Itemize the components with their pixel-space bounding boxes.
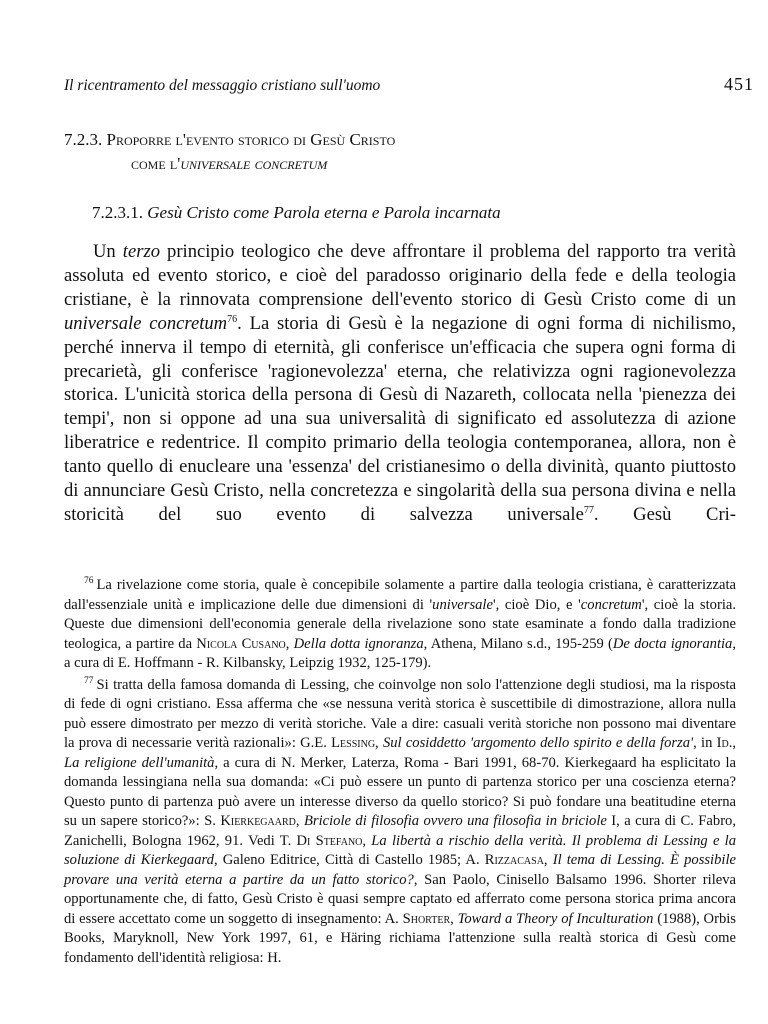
footnote-italic: Toward a Theory of Inculturation [457,910,654,927]
footnote-author: Shorter [402,910,451,927]
footnote-text: , Galeno Editrice, Città di Castello 1985; A. [213,852,485,868]
page-header [64,74,754,95]
footnote-text: , [732,735,737,751]
footnote-text: ', cioè la storia. Queste due dimensioni dell'economia generale della rivelazione sono state esaminate a fondo dalla tradizione teologica, a partire da [64,596,736,652]
section-heading [64,128,395,176]
body-paragraph [64,240,736,527]
footnote-italic: Il tema di Lessing. È possibile provare una verità eterna a partire da un fatto storico? [64,852,736,888]
footnote-author: Kierkegaard [220,813,296,829]
footnote-text: , a cura di E. Hoffmann - R. Kilbansky, Leipzig 1932, 125-179). [64,635,737,671]
body-text-run: . Gesù Cri- [593,503,736,525]
footnote-author: Di Stefano [296,832,363,849]
footnote-italic: Della dotta ignoranza [293,635,424,652]
footnote-italic: concretum [580,596,642,613]
footnote-author: Id. [716,735,733,751]
footnote-number: 77 [84,675,94,686]
footnote-author: Lessing [331,735,376,751]
footnote-italic: La libertà a rischio della verità. Il problema di Lessing e la soluzione di Kierkegaard [64,832,737,868]
body-text-run: . La storia di Gesù è la negazione di ogni forma di nichilismo, perché innerva il tempo di eternità, gli conferisce un'efficacia che supera ogni forma di precarietà, gli conferisce 'ragionevolezza' eterna, che relativizza ogni ragionevolezza storica. L'unicità storica della persona di Gesù di Nazareth, collocata nella 'pienezza dei tempi', non si oppone ad una sua universalità di significato ed assolutezza di azione liberatrice e redentrice. Il compito primario della teologia contemporanea, allora, non è tanto quello di enucleare una 'essenza' del cristianesimo o della divinità, quanto piuttosto di annunciare Gesù Cristo, nella concretezza e singolarità della sua persona divina e nella storicità del suo evento di salvezza universale [64,312,736,525]
footnote-text: , a cura di N. Merker, Laterza, Roma - Bari 1991, 68-70. Kierkegaard ha esplicitato la domanda lessingiana nella sua domanda: «Ci può essere un punto di partenza storico per una coscienza eterna? Questo punto di partenza può avere un interesse diverso da quello storico? Si può fondare una beatitudine eterna su un sapere storico?»: S. [64,754,736,829]
footnote-text: Si tratta della famosa domanda di Lessing, che coinvolge non solo l'attenzione degli studiosi, ma la risposta di fede di ogni cristiano. Essa afferma che «se nessuna verità storica è suscettibile di dimostrazione, allora nulla può essere dimostrato per mezzo di verità storiche. Vale a dire: casuali verità storiche non possono mai diventare la prova di necessarie verità razionali»: G.E. [64,676,736,751]
section-title-line1: Proporre l'evento storico di Gesù Cristo [106,130,396,149]
footnote-text: , [375,735,383,751]
footnote-italic: Briciole di filosofia ovvero una filosofia in briciole [303,813,607,829]
subsection-title: Gesù Cristo come Parola eterna e Parola incarnata [147,203,501,222]
section-title-prefix: come l' [131,154,181,173]
footnote-italic: universale [432,596,493,613]
footnote-number: 76 [84,576,94,587]
footnotes [64,576,736,968]
footnote-text: , [295,813,304,829]
section-title-italic: universale concretum [180,154,328,173]
body-emphasis: terzo [122,241,160,262]
footnote-text: (1988), Orbis Books, Maryknoll, New York 1997, 61, e Häring richiama l'attenzione sulla realtà storica di Gesù come fondamento dell'identità religiosa: H. [64,910,736,966]
body-emphasis: universale concretum [64,312,228,334]
section-title-line2 [64,152,395,176]
section-number: 7.2.3. [64,130,103,149]
footnote-77 [64,676,736,969]
body-text-run: Un [93,241,123,262]
page-number: 451 [724,74,754,94]
footnote-text: La rivelazione come storia, quale è concepibile solamente a partire dalla teologia cristiana, è caratterizzata dall'essenziale unità e implicazione delle due dimensioni di ' [64,577,736,613]
footnote-italic: Sul cosiddetto 'argomento dello spirito e della forza' [382,735,694,751]
footnote-ref-76[interactable]: 76 [227,313,238,325]
footnote-text: I, a cura di C. Fabro, Zanichelli, Bologna 1962, 91. Vedi T. [64,813,736,849]
footnote-76 [64,576,736,674]
running-head: Il ricentramento del messaggio cristiano sull'uomo [64,77,381,94]
footnote-text: , in [693,735,717,751]
subsection-heading [92,203,501,223]
footnote-italic: De docta ignorantia [612,635,733,652]
footnote-text: , San Paolo, Cinisello Balsamo 1996. Shorter rileva opportunamente che, di fatto, Gesù Cristo è quasi sempre captato ed afferrato come persona storica prima ancora di essere accettato come un soggetto di insegnamento: A. [64,871,737,927]
footnote-author: Nicola Cusano [196,635,286,652]
footnote-text: , Athena, Milano s.d., 195-259 ( [423,635,613,652]
footnote-italic: La religione dell'umanità [64,754,215,771]
footnote-text: , [543,852,553,868]
footnote-text: , [450,910,458,927]
footnote-author: Rizzacasa [484,852,544,868]
footnote-text: , [362,832,372,849]
subsection-number: 7.2.3.1. [92,203,143,222]
body-text-run: principio teologico che deve affrontare il problema del rapporto tra verità assoluta ed evento storico, e cioè del paradosso originario della fede e della teologia cristiane, è la rinnovata comprensione dell'evento storico di Gesù Cristo come di un [64,241,737,310]
footnote-text: , [285,635,294,652]
footnote-text: ', cioè Dio, e ' [492,596,581,613]
footnote-ref-77[interactable]: 77 [583,504,594,516]
